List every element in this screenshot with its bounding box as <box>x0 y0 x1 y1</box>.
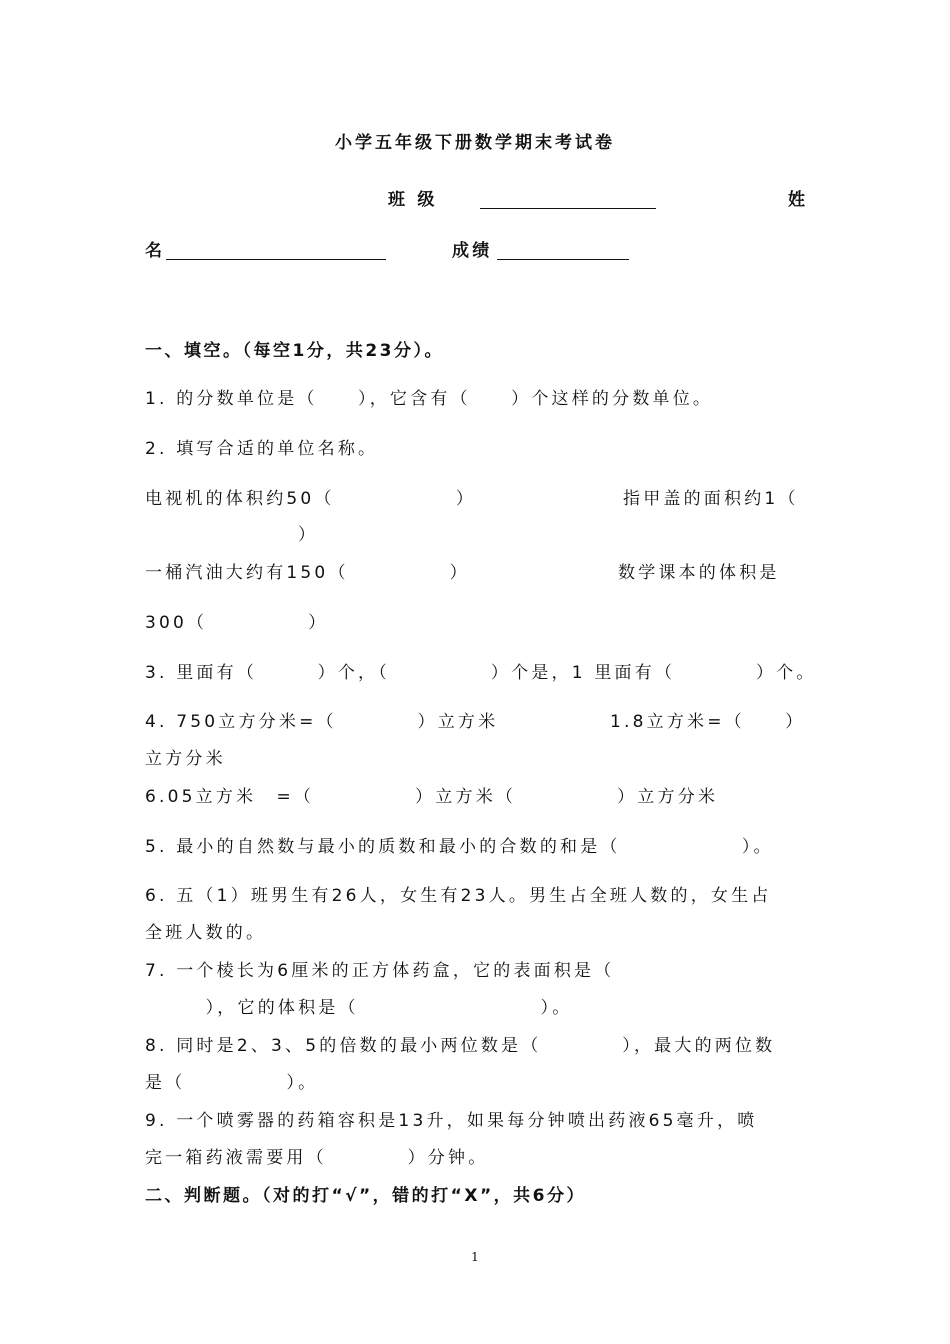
question-4b: 1.8立方米=（ ） <box>610 712 806 732</box>
question-4a: 4. 750立方分米=（ ）立方米 <box>145 712 499 732</box>
question-9: 9. 一个喷雾器的药箱容积是13升，如果每分钟喷出药液65毫升，喷 <box>145 1111 758 1131</box>
question-7: 7. 一个棱长为6厘米的正方体药盒，它的表面积是（ <box>145 961 615 981</box>
section-2-heading: 二、判断题。（对的打“√”，错的打“X”，共6分） <box>145 1186 586 1206</box>
question-8: 8. 同时是2、3、5的倍数的最小两位数是（ ），最大的两位数 <box>145 1036 776 1056</box>
section-1-heading: 一、填空。（每空1分，共23分）。 <box>145 341 444 361</box>
question-9-cont: 完一箱药液需要用（ ）分钟。 <box>145 1148 489 1168</box>
question-4b-cont: 立方分米 <box>145 749 226 769</box>
question-2a: 电视机的体积约50（ ） <box>145 489 477 509</box>
question-2c: 一桶汽油大约有150（ ） <box>145 563 470 583</box>
question-6-cont: 全班人数的。 <box>145 923 267 943</box>
class-field[interactable] <box>480 192 656 209</box>
name-label: 名 <box>145 241 166 261</box>
name-field[interactable] <box>166 243 386 260</box>
question-4c: 6.05立方米 =（ ）立方米（ ）立方分米 <box>145 787 719 807</box>
page-number: 1 <box>471 1250 479 1264</box>
question-7-cont: ），它的体积是（ ）。 <box>145 998 573 1018</box>
score-label: 成绩 <box>452 241 493 261</box>
class-label: 班 级 <box>388 190 438 210</box>
question-2b: 指甲盖的面积约1（ <box>623 489 799 509</box>
question-2d-cont: 300（ ） <box>145 613 329 633</box>
question-1: 1. 的分数单位是（ ），它含有（ ）个这样的分数单位。 <box>145 389 714 409</box>
question-2b-close: ） <box>298 525 319 545</box>
score-field[interactable] <box>497 243 629 260</box>
question-5: 5. 最小的自然数与最小的质数和最小的合数的和是（ ）。 <box>145 837 774 857</box>
surname-label: 姓 <box>788 190 809 210</box>
page-title: 小学五年级下册数学期末考试卷 <box>335 133 615 153</box>
question-2d: 数学课本的体积是 <box>618 563 780 583</box>
question-2: 2. 填写合适的单位名称。 <box>145 439 379 459</box>
question-6: 6. 五（1）班男生有26人，女生有23人。男生占全班人数的，女生占 <box>145 886 772 906</box>
question-3: 3. 里面有（ ）个，（ ）个是，1 里面有（ ）个。 <box>145 663 817 683</box>
question-8-cont: 是（ ）。 <box>145 1073 319 1093</box>
